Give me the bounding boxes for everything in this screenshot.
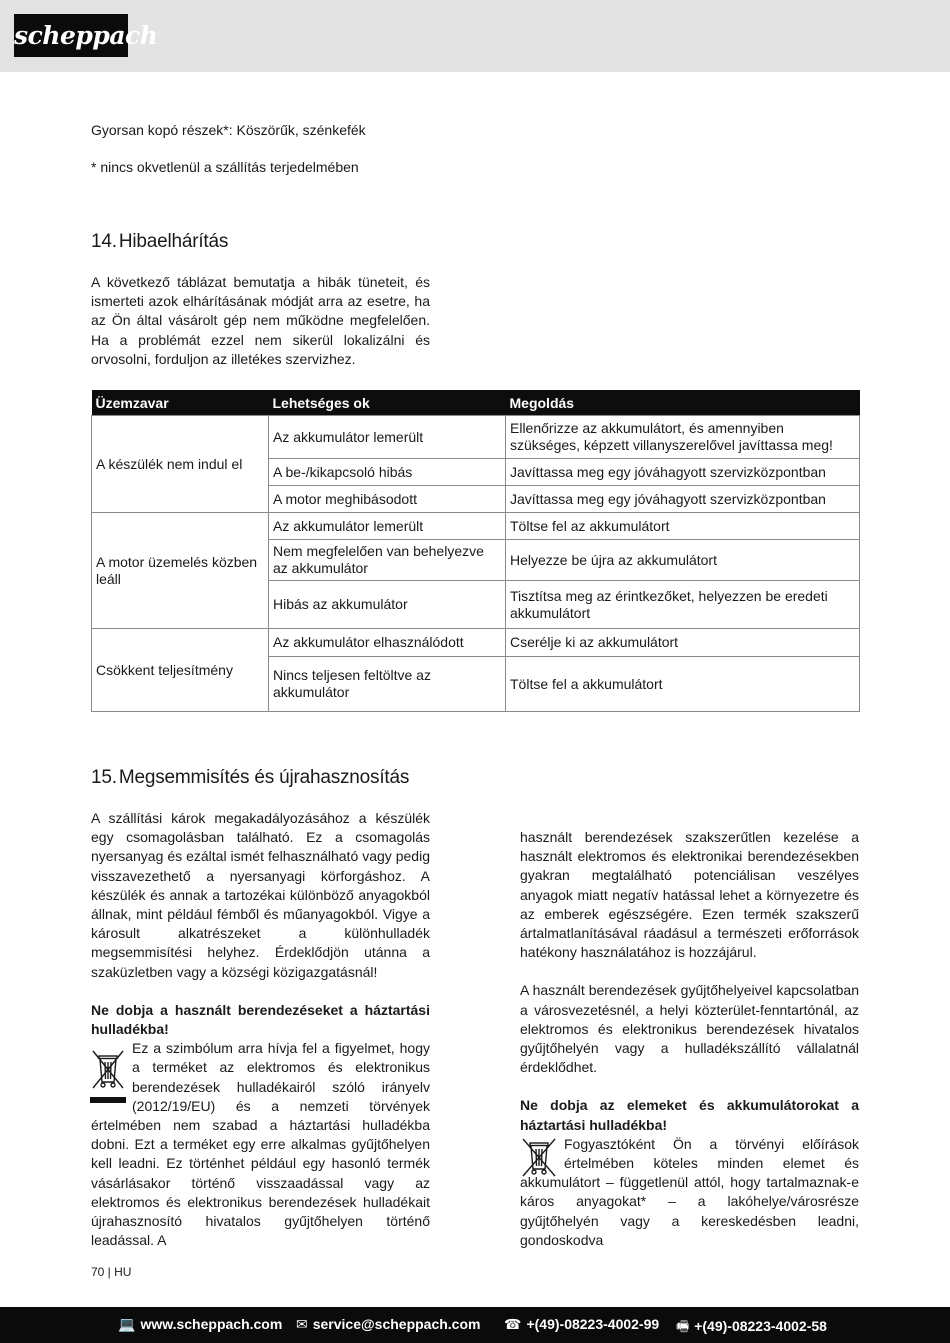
header-fault: Üzemzavar [92, 390, 269, 416]
intro-text: A következő táblázat bemutatja a hibák tüneteit, és ismerteti azok elhárításának módját arra az esetre, ha az Ön által vásárolt gép nem működne megfelelően. Ha a problémát ezzel nem sikerül lokalizálni és orvosolni, forduljon az illetékes szervizhez. [91, 274, 430, 367]
fax-icon: 🖷 [676, 1318, 690, 1334]
website-text: www.scheppach.com [140, 1316, 283, 1332]
cause-cell: Hibás az akkumulátor [269, 581, 506, 629]
page-number: 70 | HU [91, 1265, 132, 1279]
computer-icon: 💻 [118, 1316, 136, 1332]
section-14-intro [91, 273, 430, 369]
fax-text: +(49)-08223-4002-58 [694, 1318, 827, 1334]
section-15-title: Megsemmisítés és újrahasznosítás [118, 767, 410, 788]
fault-cell: Csökkent teljesítmény [92, 629, 269, 712]
footer-phone[interactable] [504, 1316, 659, 1333]
section-15-right-column [520, 828, 859, 1250]
table-row [92, 629, 860, 657]
troubleshooting-table [91, 390, 860, 712]
cause-cell: Az akkumulátor lemerült [269, 513, 506, 540]
solution-cell: Helyezze be újra az akkumulátort [506, 540, 860, 581]
section-15-number: 15. [91, 767, 117, 788]
footer-bar [0, 1307, 950, 1343]
packaging-paragraph: A szállítási károk megakadályozásához a készülék egy csomagolásban található. Ez a csomagolás nyersanyag és ezáltal ismét felhasználható vagy pedig visszavezethető a nyersanyagi körforgáshoz. A készülék és annak a tartozékai különböző anyagokból állnak, mint például fémből és műanyagokból. Vigye a károsult alkatrészeket a különhulladék megsemmisítési helyhez. Érdeklődjön utánna a szaküzletben vagy a községi közigazgatásnál! [91, 810, 430, 980]
weee-heading: Ne dobja a használt berendezéseket a háztartási hulladékba! [91, 1001, 430, 1038]
table-row [92, 513, 860, 540]
header-solution: Megoldás [506, 390, 860, 416]
section-15-heading [91, 767, 409, 789]
solution-cell: Töltse fel az akkumulátort [506, 513, 860, 540]
solution-cell: Töltse fel a akkumulátort [506, 657, 860, 712]
scope-note: * nincs okvetlenül a szállítás terjedelmében [91, 159, 359, 175]
footer-website[interactable] [118, 1316, 282, 1333]
weee-paragraph [91, 1039, 430, 1250]
battery-text: Fogyasztóként Ön a törvényi előírások értelmében köteles minden elemet és akkumulátort – függetlenül attól, hogy tartalmaznak-e káros anyagokat* – a lakóhelye/városrésze gyűjtőhelyén vagy a kereskedésben leadni, gondoskodva [520, 1135, 859, 1248]
cause-cell: Az akkumulátor lemerült [269, 416, 506, 459]
battery-paragraph [520, 1135, 859, 1250]
phone-text: +(49)-08223-4002-99 [526, 1316, 660, 1332]
section-15-left-column [91, 809, 430, 1250]
section-14-number: 14. [91, 231, 117, 252]
section-14-heading [91, 231, 228, 253]
cause-cell: A be-/kikapcsoló hibás [269, 459, 506, 486]
solution-cell: Ellenőrizze az akkumulátort, és amennyiben szükséges, képzett villanyszerelővel javíttassa meg! [506, 416, 860, 459]
battery-heading: Ne dobja az elemeket és akkumulátorokat a háztartási hulladékba! [520, 1097, 859, 1133]
solution-cell: Javíttassa meg egy jóváhagyott szervizközpontban [506, 459, 860, 486]
brand-logo: scheppach [14, 14, 128, 57]
section-14-title: Hibaelhárítás [118, 231, 229, 252]
weee-text: Ez a szimbólum arra hívja fel a figyelmet, hogy a terméket az elektromos és elektronikus berendezések hulladékairól szóló irányelv (2012/19/EU) és a nemzeti törvények értelmében nem szabad a háztartási hulladékba dobni. Ezt a terméket egy erre alkalmas gyűjtőhelyen kell leadni. Ez történhet például egy hasonló termék vásárlásakor történő visszaadással vagy az elektromos és elektronikus berendezések hulladékait újrahasznosító hivatalos gyűjtőhelyen történő leadással. A [91, 1040, 430, 1249]
crossed-bin-icon [519, 1137, 559, 1179]
cause-cell: A motor meghibásodott [269, 486, 506, 513]
header-cause: Lehetséges ok [269, 390, 506, 416]
solution-cell: Cserélje ki az akkumulátort [506, 629, 860, 657]
health-paragraph: használt berendezések szakszerűtlen kezelése a használt elektromos és elektronikai berendezésekben gyakran megtalálható potenciálisan veszélyes anyagok miatt negatív hatással lehet a környezetre és az emberek egészségére. Ezen termék szakszerű ártalmatlanításával ráadásul a természeti erőforrások hatékony használatához is hozzájárul. [520, 829, 859, 961]
cause-cell: Az akkumulátor elhasználódott [269, 629, 506, 657]
table-row [92, 416, 860, 459]
crossed-bin-icon [90, 1048, 126, 1106]
collection-paragraph: A használt berendezések gyűjtőhelyeivel kapcsolatban a városvezetésnél, a helyi közterület-fenntartónál, az elektromos és elektronikus berendezések hivatalos gyűjtőhelyén vagy a hulladékszállító vállalatnál érdeklődhet. [520, 982, 859, 1076]
cause-cell: Nincs teljesen feltöltve az akkumulátor [269, 657, 506, 712]
table-header-row [92, 390, 860, 416]
wear-parts-line: Gyorsan kopó részek*: Köszörűk, szénkefék [91, 122, 366, 138]
email-text: service@scheppach.com [312, 1316, 481, 1332]
cause-cell: Nem megfelelően van behelyezve az akkumulátor [269, 540, 506, 581]
fault-cell: A motor üzemelés közben leáll [92, 513, 269, 629]
phone-icon: ☎ [504, 1316, 522, 1332]
solution-cell: Tisztítsa meg az érintkezőket, helyezzen be eredeti akkumulátort [506, 581, 860, 629]
footer-email[interactable] [296, 1316, 480, 1333]
fault-cell: A készülék nem indul el [92, 416, 269, 513]
solution-cell: Javíttassa meg egy jóváhagyott szervizközpontban [506, 486, 860, 513]
mail-icon: ✉ [296, 1316, 308, 1332]
footer-fax [676, 1316, 827, 1340]
